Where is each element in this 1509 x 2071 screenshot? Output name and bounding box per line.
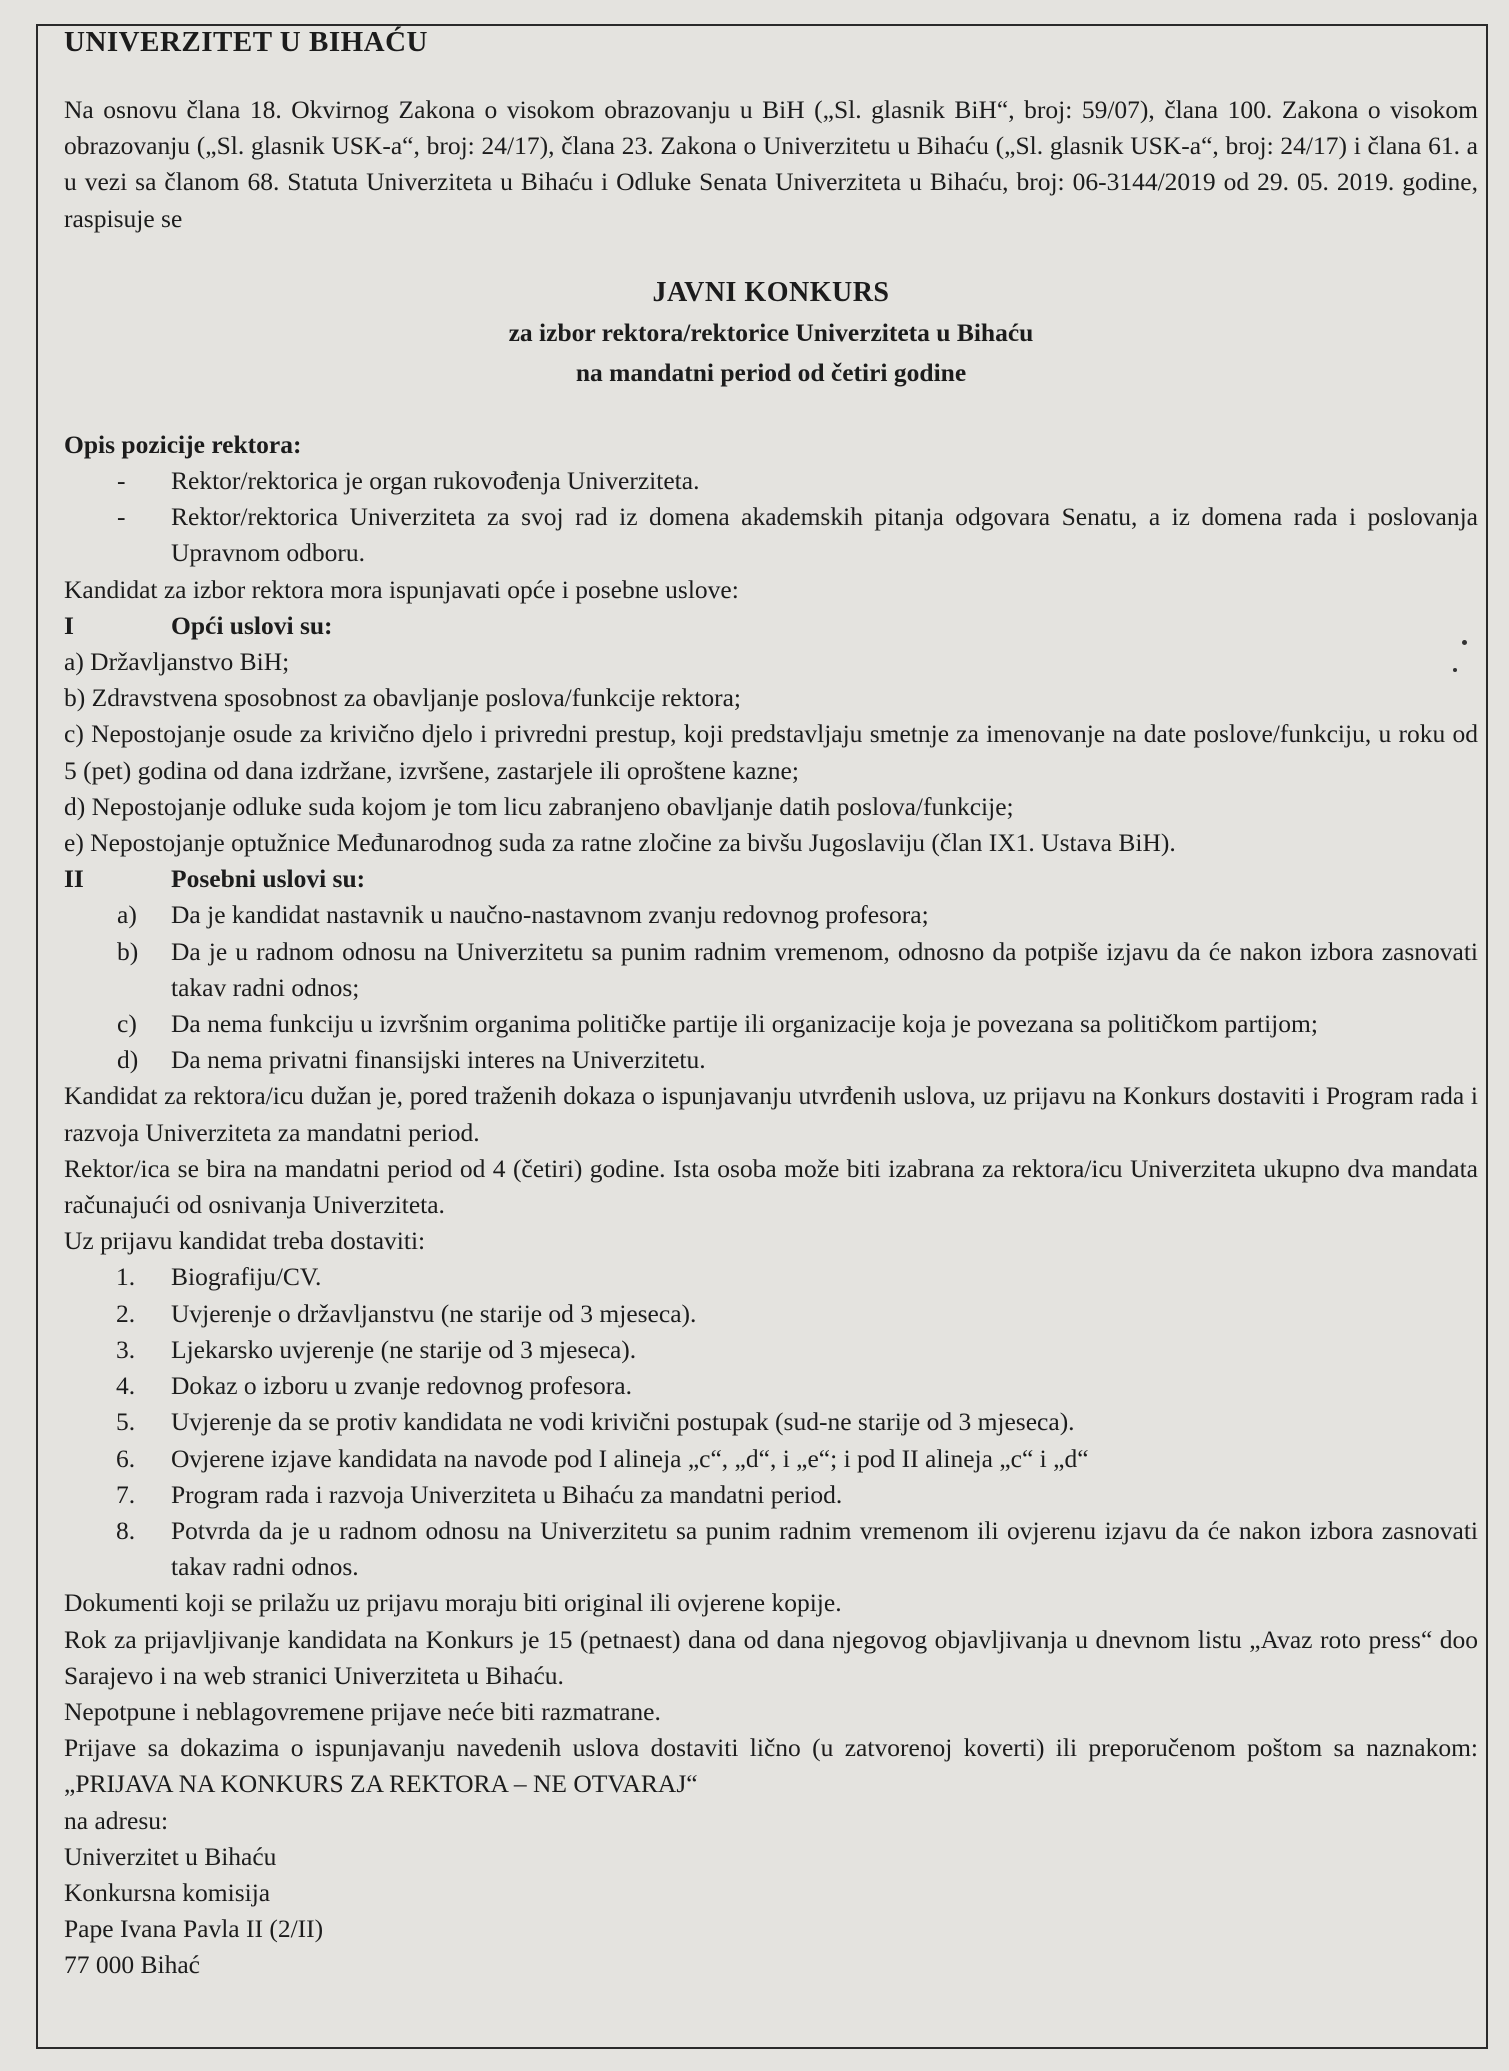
item-marker: 6. bbox=[116, 1443, 136, 1473]
item-text: Da je u radnom odnosu na Univerzitetu sa punim radnim vremenom, odnosno da potpiše izjavu da će nakon izbora zasnovati takav radni odnos; bbox=[171, 936, 1478, 1002]
description-heading: Opis pozicije rektora: bbox=[64, 429, 302, 459]
item-marker: 8. bbox=[116, 1515, 136, 1545]
intro-paragraph: Na osnovu člana 18. Okvirnog Zakona o visokom obrazovanju u BiH („Sl. glasnik BiH“, broj: 59/07), člana 100. Zakona o visokom obrazovanju („Sl. glasnik USK-a“, broj: 24/17), člana 23. Zakona o Univerzitetu u Bihaću („Sl. glasnik USK-a“, broj: 24/17) i člana 61. a u vezi sa članom 68. Statuta Univerziteta u Bihaću i Odluke Senata Univerziteta u Bihaću, broj: 06-3144/2019 od 29. 05. 2019. godine, raspisuje se bbox=[64, 95, 1478, 233]
general-condition-item: b) Zdravstvena sposobnost za obavljanje poslova/funkcije rektora; bbox=[64, 683, 741, 713]
item-text: Uvjerenje o državljanstvu (ne starije od 3 mjeseca). bbox=[171, 1298, 697, 1328]
item-text: Ovjerene izjave kandidata na navode pod I alineja „c“, „d“, i „e“; i pod II alineja „c“ i „d“ bbox=[171, 1443, 1089, 1473]
item-text: Rektor/rektorica je organ rukovođenja Univerziteta. bbox=[171, 466, 700, 496]
general-condition-item: a) Državljanstvo BiH; bbox=[64, 647, 290, 677]
deadline-paragraph: Rok za prijavljivanje kandidata na Konkurs je 15 (petnaest) dana od dana njegovog objavljivanja u dnevnom listu „Avaz roto press“ doo Sarajevo i na web stranici Univerziteta u Bihaću. bbox=[64, 1624, 1478, 1690]
program-paragraph: Kandidat za rektora/icu dužan je, pored traženih dokaza o ispunjavanju utvrđenih uslova, uz prijavu na Konkurs dostaviti i Program rada i razvoja Univerziteta za mandatni period. bbox=[64, 1081, 1478, 1147]
incomplete-paragraph: Nepotpune i neblagovremene prijave neće biti razmatrane. bbox=[64, 1696, 661, 1726]
section-heading: Posebni uslovi su: bbox=[171, 864, 366, 894]
item-marker: b) bbox=[117, 936, 139, 966]
title-line-1: JAVNI KONKURS bbox=[652, 276, 890, 308]
item-text: Uvjerenje da se protiv kandidata ne vodi krivični postupak (sud-ne starije od 3 mjeseca). bbox=[171, 1407, 1075, 1437]
item-marker: 7. bbox=[116, 1479, 136, 1509]
documents-heading: Uz prijavu kandidat treba dostaviti: bbox=[64, 1226, 426, 1256]
description-item bbox=[64, 463, 1478, 499]
document-item bbox=[64, 1441, 1478, 1477]
special-condition-item bbox=[64, 1042, 1478, 1078]
mandate-paragraph: Rektor/ica se bira na mandatni period od 4 (četiri) godine. Ista osoba može biti izabrana za rektora/icu Univerziteta ukupno dva mandata računajući od osnivanja Univerziteta. bbox=[64, 1153, 1478, 1220]
special-condition-item bbox=[64, 934, 1478, 1006]
item-text: Program rada i razvoja Univerziteta u Bihaću za mandatni period. bbox=[171, 1479, 843, 1509]
section-marker: I bbox=[64, 610, 74, 640]
general-condition-item: d) Nepostojanje odluke suda kojom je tom licu zabranjeno obavljanje datih poslova/funkcije; bbox=[64, 791, 1014, 821]
title-line-3: na mandatni period od četiri godine bbox=[575, 357, 967, 387]
address-line: 77 000 Bihać bbox=[64, 1950, 200, 1980]
notice-title bbox=[64, 273, 1478, 393]
item-text: Da nema funkciju u izvršnim organima političke partije ili organizacije koja je povezana sa političkom partijom; bbox=[171, 1009, 1318, 1039]
item-text: Potvrda da je u radnom odnosu na Univerzitetu sa punim radnim vremenom ili ovjerenu izjavu da će nakon izbora zasnovati takav radni odnos. bbox=[171, 1515, 1478, 1582]
general-condition-item: c) Nepostojanje osude za krivično djelo i privredni prestup, koji predstavljaju smetnje za imenovanje na date poslove/funkciju, u roku od 5 (pet) godina od dana izdržane, izvršene, zastarjele ili oproštene kazne; bbox=[64, 719, 1478, 785]
document-item bbox=[64, 1259, 1478, 1295]
item-text: Rektor/rektorica Univerziteta za svoj rad iz domena akademskih pitanja odgovara Senatu, a iz domena rada i poslovanja Upravnom odboru. bbox=[171, 502, 1478, 568]
address-line: Pape Ivana Pavla II (2/II) bbox=[64, 1914, 324, 1944]
address-line: Konkursna komisija bbox=[64, 1877, 271, 1907]
item-text: Da nema privatni finansijski interes na Univerzitetu. bbox=[171, 1045, 706, 1075]
item-marker: c) bbox=[117, 1009, 137, 1039]
item-marker: - bbox=[117, 466, 126, 496]
general-condition-item: e) Nepostojanje optužnice Međunarodnog suda za ratne zločine za bivšu Jugoslaviju (član IX1. Ustava BiH). bbox=[64, 828, 1176, 858]
document-item bbox=[64, 1404, 1478, 1440]
item-marker: a) bbox=[117, 900, 137, 930]
special-condition-item bbox=[64, 1006, 1478, 1042]
item-marker: 2. bbox=[116, 1298, 136, 1328]
institution-header: UNIVERZITET U BIHAĆU bbox=[64, 26, 428, 58]
item-marker: 4. bbox=[116, 1371, 136, 1401]
address-intro: na adresu: bbox=[64, 1805, 169, 1835]
document-item bbox=[64, 1368, 1478, 1404]
description-item bbox=[64, 499, 1478, 571]
document-item bbox=[64, 1513, 1478, 1585]
item-marker: 5. bbox=[116, 1407, 136, 1437]
title-line-2: za izbor rektora/rektorice Univerziteta u Bihaću bbox=[508, 317, 1034, 347]
document-item bbox=[64, 1332, 1478, 1368]
item-marker: d) bbox=[117, 1045, 139, 1075]
section-marker: II bbox=[64, 864, 84, 894]
item-text: Da je kandidat nastavnik u naučno-nastavnom zvanju redovnog profesora; bbox=[171, 900, 929, 930]
address-block bbox=[64, 1839, 1478, 1984]
special-conditions-heading bbox=[64, 861, 1478, 897]
document-item bbox=[64, 1477, 1478, 1513]
address-line: Univerzitet u Bihaću bbox=[64, 1841, 277, 1871]
submission-paragraph: Prijave sa dokazima o ispunjavanju navedenih uslova dostaviti lično (u zatvorenoj koverti) ili preporučenom poštom sa naznakom: „PRIJAVA NA KONKURS ZA REKTORA – NE OTVARAJ“ bbox=[64, 1733, 1478, 1799]
section-heading: Opći uslovi su: bbox=[171, 610, 333, 640]
original-paragraph: Dokumenti koji se prilažu uz prijavu moraju biti original ili ovjerene kopije. bbox=[64, 1588, 842, 1618]
general-conditions-heading bbox=[64, 608, 1478, 644]
item-marker: - bbox=[117, 502, 126, 532]
item-text: Ljekarsko uvjerenje (ne starije od 3 mjeseca). bbox=[171, 1334, 637, 1364]
item-text: Dokaz o izboru u zvanje redovnog profesora. bbox=[171, 1371, 632, 1401]
item-text: Biografiju/CV. bbox=[171, 1262, 322, 1292]
document-item bbox=[64, 1296, 1478, 1332]
item-marker: 3. bbox=[116, 1334, 136, 1364]
paper-speck bbox=[1462, 640, 1467, 645]
item-marker: 1. bbox=[116, 1262, 136, 1292]
notice-document bbox=[64, 22, 1478, 1984]
conditions-intro: Kandidat za izbor rektora mora ispunjavati opće i posebne uslove: bbox=[64, 574, 739, 604]
special-condition-item bbox=[64, 897, 1478, 933]
paper-speck bbox=[1453, 668, 1457, 672]
